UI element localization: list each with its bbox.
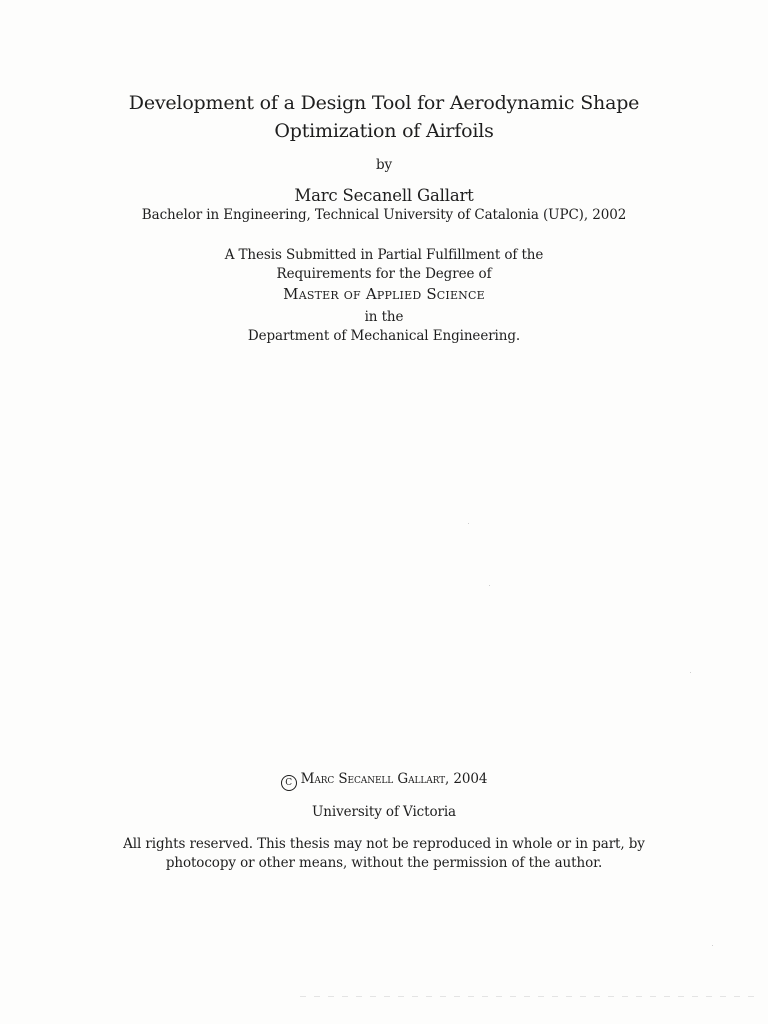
scan-speck xyxy=(712,945,713,946)
scan-speck xyxy=(690,672,691,673)
copyright-holder: Marc Secanell Gallart xyxy=(300,771,446,787)
author-name: Marc Secanell Gallart xyxy=(294,186,474,205)
submission-statement-line-1: A Thesis Submitted in Partial Fulfillment of the xyxy=(224,247,544,263)
submission-statement-line-3: in the xyxy=(364,309,404,325)
scan-speck xyxy=(489,585,490,586)
scan-speck xyxy=(468,523,469,524)
rights-notice-line-2: photocopy or other means, without the permission of the author. xyxy=(165,855,603,871)
copyright-year: , 2004 xyxy=(445,771,488,787)
department-name: Department of Mechanical Engineering. xyxy=(247,328,521,344)
university-name: University of Victoria xyxy=(311,804,457,820)
submission-statement-line-2: Requirements for the Degree of xyxy=(276,266,492,282)
degree-name: Master of Applied Science xyxy=(283,285,485,303)
thesis-title-line-1: Development of a Design Tool for Aerodynamic Shape xyxy=(128,92,640,114)
author-prior-degree: Bachelor in Engineering, Technical University of Catalonia (UPC), 2002 xyxy=(141,207,627,223)
copyright-icon: C xyxy=(281,775,297,791)
copyright-line xyxy=(0,771,768,791)
scan-artifact-line xyxy=(300,996,760,997)
thesis-title-line-2: Optimization of Airfoils xyxy=(274,120,494,142)
by-label: by xyxy=(375,157,393,173)
rights-notice-line-1: All rights reserved. This thesis may not be reproduced in whole or in part, by xyxy=(123,836,645,852)
